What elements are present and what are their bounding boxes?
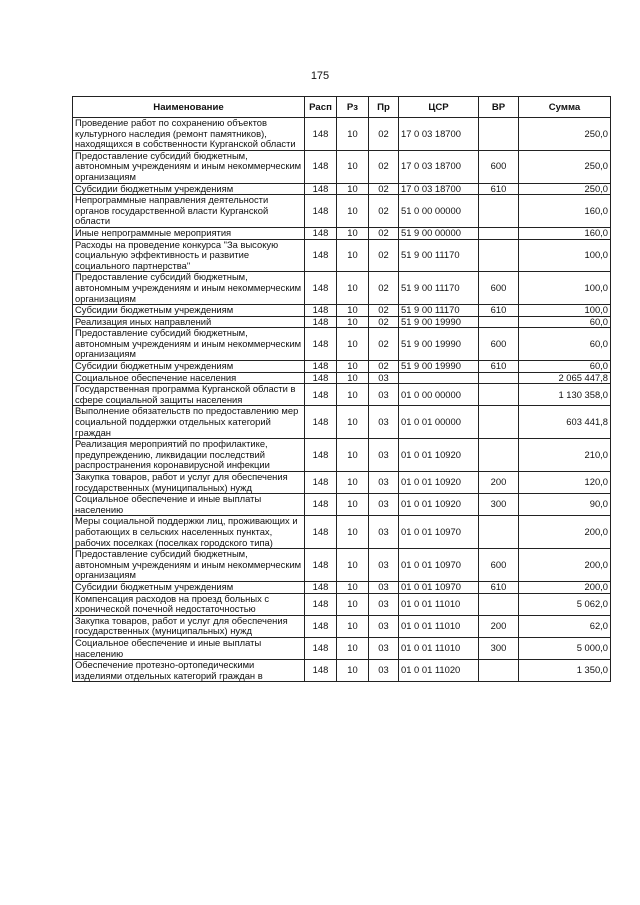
cell-rz: 10 xyxy=(337,516,369,549)
cell-rasp: 148 xyxy=(305,361,337,373)
cell-name: Государственная программа Курганской области в сфере социальной защиты населения xyxy=(73,384,305,406)
cell-vr xyxy=(479,516,519,549)
table-row xyxy=(73,150,611,183)
cell-csr: 17 0 03 18700 xyxy=(399,150,479,183)
table-body xyxy=(73,118,611,682)
cell-rasp: 148 xyxy=(305,305,337,317)
table-header-row xyxy=(73,97,611,118)
cell-pr: 03 xyxy=(369,615,399,637)
cell-sum: 60,0 xyxy=(519,316,611,328)
table-row xyxy=(73,472,611,494)
table-row xyxy=(73,406,611,439)
cell-csr: 01 0 01 11010 xyxy=(399,593,479,615)
table-row xyxy=(73,361,611,373)
cell-vr xyxy=(479,195,519,228)
cell-rasp: 148 xyxy=(305,239,337,272)
cell-rasp: 148 xyxy=(305,516,337,549)
cell-name: Субсидии бюджетным учреждениям xyxy=(73,361,305,373)
table-row xyxy=(73,272,611,305)
cell-pr: 03 xyxy=(369,494,399,516)
table-row xyxy=(73,593,611,615)
cell-sum: 1 130 358,0 xyxy=(519,384,611,406)
cell-pr: 03 xyxy=(369,372,399,384)
cell-name: Предоставление субсидий бюджетным, автономным учреждениям и иным некоммерческим организациям xyxy=(73,272,305,305)
header-pr: Пр xyxy=(369,97,399,118)
cell-rasp: 148 xyxy=(305,195,337,228)
cell-sum: 200,0 xyxy=(519,549,611,582)
cell-vr xyxy=(479,384,519,406)
cell-pr: 02 xyxy=(369,272,399,305)
cell-csr: 01 0 01 00000 xyxy=(399,406,479,439)
cell-rasp: 148 xyxy=(305,372,337,384)
cell-name: Предоставление субсидий бюджетным, автономным учреждениям и иным некоммерческим организациям xyxy=(73,328,305,361)
table-row xyxy=(73,581,611,593)
cell-name: Субсидии бюджетным учреждениям xyxy=(73,183,305,195)
cell-sum: 120,0 xyxy=(519,472,611,494)
cell-vr: 610 xyxy=(479,361,519,373)
cell-name: Реализация иных направлений xyxy=(73,316,305,328)
cell-name: Предоставление субсидий бюджетным, автономным учреждениям и иным некоммерческим организациям xyxy=(73,549,305,582)
cell-rz: 10 xyxy=(337,316,369,328)
header-name: Наименование xyxy=(73,97,305,118)
cell-sum: 160,0 xyxy=(519,195,611,228)
cell-vr: 600 xyxy=(479,150,519,183)
cell-rasp: 148 xyxy=(305,549,337,582)
cell-sum: 90,0 xyxy=(519,494,611,516)
cell-pr: 03 xyxy=(369,581,399,593)
cell-name: Расходы на проведение конкурса "За высокую социальную эффективность и развитие социального партнерства" xyxy=(73,239,305,272)
page-number: 175 xyxy=(310,70,330,82)
cell-csr: 01 0 01 10970 xyxy=(399,516,479,549)
cell-rz: 10 xyxy=(337,549,369,582)
cell-sum: 603 441,8 xyxy=(519,406,611,439)
table-row xyxy=(73,227,611,239)
cell-rasp: 148 xyxy=(305,150,337,183)
cell-pr: 02 xyxy=(369,118,399,151)
cell-name: Выполнение обязательств по предоставлению мер социальной поддержки отдельных категорий граждан xyxy=(73,406,305,439)
cell-csr: 17 0 03 18700 xyxy=(399,118,479,151)
cell-rz: 10 xyxy=(337,361,369,373)
cell-rz: 10 xyxy=(337,439,369,472)
table-row xyxy=(73,195,611,228)
cell-vr: 300 xyxy=(479,637,519,659)
cell-rasp: 148 xyxy=(305,328,337,361)
cell-pr: 03 xyxy=(369,637,399,659)
cell-sum: 160,0 xyxy=(519,227,611,239)
cell-sum: 1 350,0 xyxy=(519,660,611,682)
cell-rasp: 148 xyxy=(305,637,337,659)
cell-csr: 51 9 00 11170 xyxy=(399,305,479,317)
table-row xyxy=(73,615,611,637)
cell-vr: 200 xyxy=(479,472,519,494)
cell-sum: 100,0 xyxy=(519,272,611,305)
header-vr: ВР xyxy=(479,97,519,118)
cell-sum: 5 000,0 xyxy=(519,637,611,659)
cell-sum: 5 062,0 xyxy=(519,593,611,615)
cell-rz: 10 xyxy=(337,239,369,272)
cell-vr xyxy=(479,593,519,615)
table-row xyxy=(73,183,611,195)
cell-vr: 610 xyxy=(479,305,519,317)
cell-sum: 100,0 xyxy=(519,305,611,317)
cell-rz: 10 xyxy=(337,660,369,682)
header-sum: Сумма xyxy=(519,97,611,118)
cell-sum: 200,0 xyxy=(519,581,611,593)
cell-csr: 51 9 00 11170 xyxy=(399,239,479,272)
table-row xyxy=(73,328,611,361)
cell-pr: 03 xyxy=(369,384,399,406)
cell-rasp: 148 xyxy=(305,316,337,328)
cell-pr: 02 xyxy=(369,361,399,373)
cell-vr: 610 xyxy=(479,581,519,593)
cell-sum: 200,0 xyxy=(519,516,611,549)
cell-pr: 03 xyxy=(369,549,399,582)
cell-sum: 60,0 xyxy=(519,361,611,373)
cell-csr: 51 9 00 00000 xyxy=(399,227,479,239)
cell-pr: 02 xyxy=(369,227,399,239)
cell-name: Социальное обеспечение населения xyxy=(73,372,305,384)
cell-name: Субсидии бюджетным учреждениям xyxy=(73,305,305,317)
cell-rz: 10 xyxy=(337,615,369,637)
cell-rz: 10 xyxy=(337,227,369,239)
cell-pr: 03 xyxy=(369,439,399,472)
table-row xyxy=(73,549,611,582)
cell-name: Субсидии бюджетным учреждениям xyxy=(73,581,305,593)
cell-name: Предоставление субсидий бюджетным, автономным учреждениям и иным некоммерческим организациям xyxy=(73,150,305,183)
cell-rz: 10 xyxy=(337,305,369,317)
cell-sum: 250,0 xyxy=(519,118,611,151)
cell-vr xyxy=(479,660,519,682)
cell-vr xyxy=(479,227,519,239)
cell-pr: 02 xyxy=(369,316,399,328)
table-row xyxy=(73,660,611,682)
cell-rz: 10 xyxy=(337,593,369,615)
cell-pr: 03 xyxy=(369,593,399,615)
cell-sum: 60,0 xyxy=(519,328,611,361)
cell-vr xyxy=(479,118,519,151)
cell-rz: 10 xyxy=(337,328,369,361)
table-row xyxy=(73,305,611,317)
table-row xyxy=(73,637,611,659)
table-row xyxy=(73,239,611,272)
cell-vr xyxy=(479,239,519,272)
cell-csr: 01 0 01 10920 xyxy=(399,494,479,516)
table-row xyxy=(73,384,611,406)
cell-rz: 10 xyxy=(337,494,369,516)
cell-rz: 10 xyxy=(337,384,369,406)
cell-rz: 10 xyxy=(337,581,369,593)
cell-name: Непрограммные направления деятельности органов государственной власти Курганской области xyxy=(73,195,305,228)
cell-sum: 210,0 xyxy=(519,439,611,472)
cell-name: Закупка товаров, работ и услуг для обеспечения государственных (муниципальных) нужд xyxy=(73,615,305,637)
cell-csr: 01 0 01 11010 xyxy=(399,637,479,659)
cell-vr xyxy=(479,372,519,384)
cell-csr: 51 9 00 19990 xyxy=(399,361,479,373)
cell-name: Компенсация расходов на проезд больных с хронической почечной недостаточностью xyxy=(73,593,305,615)
table-row xyxy=(73,516,611,549)
cell-vr xyxy=(479,316,519,328)
cell-csr: 17 0 03 18700 xyxy=(399,183,479,195)
budget-table xyxy=(72,96,611,682)
cell-rasp: 148 xyxy=(305,494,337,516)
cell-rz: 10 xyxy=(337,195,369,228)
table-row xyxy=(73,316,611,328)
cell-rasp: 148 xyxy=(305,472,337,494)
cell-rz: 10 xyxy=(337,637,369,659)
cell-pr: 02 xyxy=(369,239,399,272)
cell-pr: 02 xyxy=(369,305,399,317)
cell-rasp: 148 xyxy=(305,272,337,305)
cell-pr: 02 xyxy=(369,195,399,228)
cell-rz: 10 xyxy=(337,118,369,151)
cell-name: Меры социальной поддержки лиц, проживающих и работающих в сельских населенных пунктах, рабочих поселках (поселках городского типа) xyxy=(73,516,305,549)
cell-rz: 10 xyxy=(337,183,369,195)
cell-pr: 03 xyxy=(369,660,399,682)
table-row xyxy=(73,372,611,384)
cell-vr xyxy=(479,406,519,439)
cell-rasp: 148 xyxy=(305,384,337,406)
cell-vr: 610 xyxy=(479,183,519,195)
cell-name: Реализация мероприятий по профилактике, предупреждению, ликвидации последствий распространения коронавирусной инфекции xyxy=(73,439,305,472)
cell-vr: 200 xyxy=(479,615,519,637)
cell-vr: 600 xyxy=(479,549,519,582)
cell-csr: 01 0 01 10970 xyxy=(399,549,479,582)
cell-vr xyxy=(479,439,519,472)
cell-name: Социальное обеспечение и иные выплаты населению xyxy=(73,637,305,659)
cell-csr: 01 0 01 10920 xyxy=(399,472,479,494)
cell-csr: 01 0 01 10920 xyxy=(399,439,479,472)
table-row xyxy=(73,494,611,516)
cell-pr: 03 xyxy=(369,516,399,549)
cell-sum: 100,0 xyxy=(519,239,611,272)
cell-rasp: 148 xyxy=(305,593,337,615)
cell-sum: 2 065 447,8 xyxy=(519,372,611,384)
cell-csr: 51 9 00 19990 xyxy=(399,328,479,361)
cell-name: Закупка товаров, работ и услуг для обеспечения государственных (муниципальных) нужд xyxy=(73,472,305,494)
cell-rasp: 148 xyxy=(305,660,337,682)
cell-name: Проведение работ по сохранению объектов культурного наследия (ремонт памятников), находящихся в собственности Курганской области xyxy=(73,118,305,151)
cell-rz: 10 xyxy=(337,406,369,439)
cell-rz: 10 xyxy=(337,372,369,384)
header-rasp: Расп xyxy=(305,97,337,118)
cell-csr: 01 0 01 11020 xyxy=(399,660,479,682)
header-rz: Рз xyxy=(337,97,369,118)
cell-sum: 250,0 xyxy=(519,183,611,195)
cell-rz: 10 xyxy=(337,472,369,494)
cell-pr: 03 xyxy=(369,406,399,439)
cell-pr: 02 xyxy=(369,150,399,183)
table-row xyxy=(73,439,611,472)
cell-pr: 02 xyxy=(369,328,399,361)
cell-rasp: 148 xyxy=(305,581,337,593)
cell-name: Иные непрограммные мероприятия xyxy=(73,227,305,239)
cell-vr: 600 xyxy=(479,272,519,305)
cell-rasp: 148 xyxy=(305,615,337,637)
cell-pr: 03 xyxy=(369,472,399,494)
cell-rasp: 148 xyxy=(305,439,337,472)
cell-csr: 51 0 00 00000 xyxy=(399,195,479,228)
cell-vr: 600 xyxy=(479,328,519,361)
cell-sum: 250,0 xyxy=(519,150,611,183)
cell-csr: 01 0 01 10970 xyxy=(399,581,479,593)
cell-csr xyxy=(399,372,479,384)
cell-rasp: 148 xyxy=(305,406,337,439)
header-csr: ЦСР xyxy=(399,97,479,118)
cell-rz: 10 xyxy=(337,150,369,183)
cell-sum: 62,0 xyxy=(519,615,611,637)
cell-rasp: 148 xyxy=(305,227,337,239)
cell-rasp: 148 xyxy=(305,118,337,151)
cell-csr: 51 9 00 19990 xyxy=(399,316,479,328)
cell-csr: 51 9 00 11170 xyxy=(399,272,479,305)
cell-csr: 01 0 01 11010 xyxy=(399,615,479,637)
table-row xyxy=(73,118,611,151)
cell-csr: 01 0 00 00000 xyxy=(399,384,479,406)
cell-pr: 02 xyxy=(369,183,399,195)
cell-name: Обеспечение протезно-ортопедическими изделиями отдельных категорий граждан в xyxy=(73,660,305,682)
cell-rasp: 148 xyxy=(305,183,337,195)
cell-rz: 10 xyxy=(337,272,369,305)
cell-vr: 300 xyxy=(479,494,519,516)
cell-name: Социальное обеспечение и иные выплаты населению xyxy=(73,494,305,516)
